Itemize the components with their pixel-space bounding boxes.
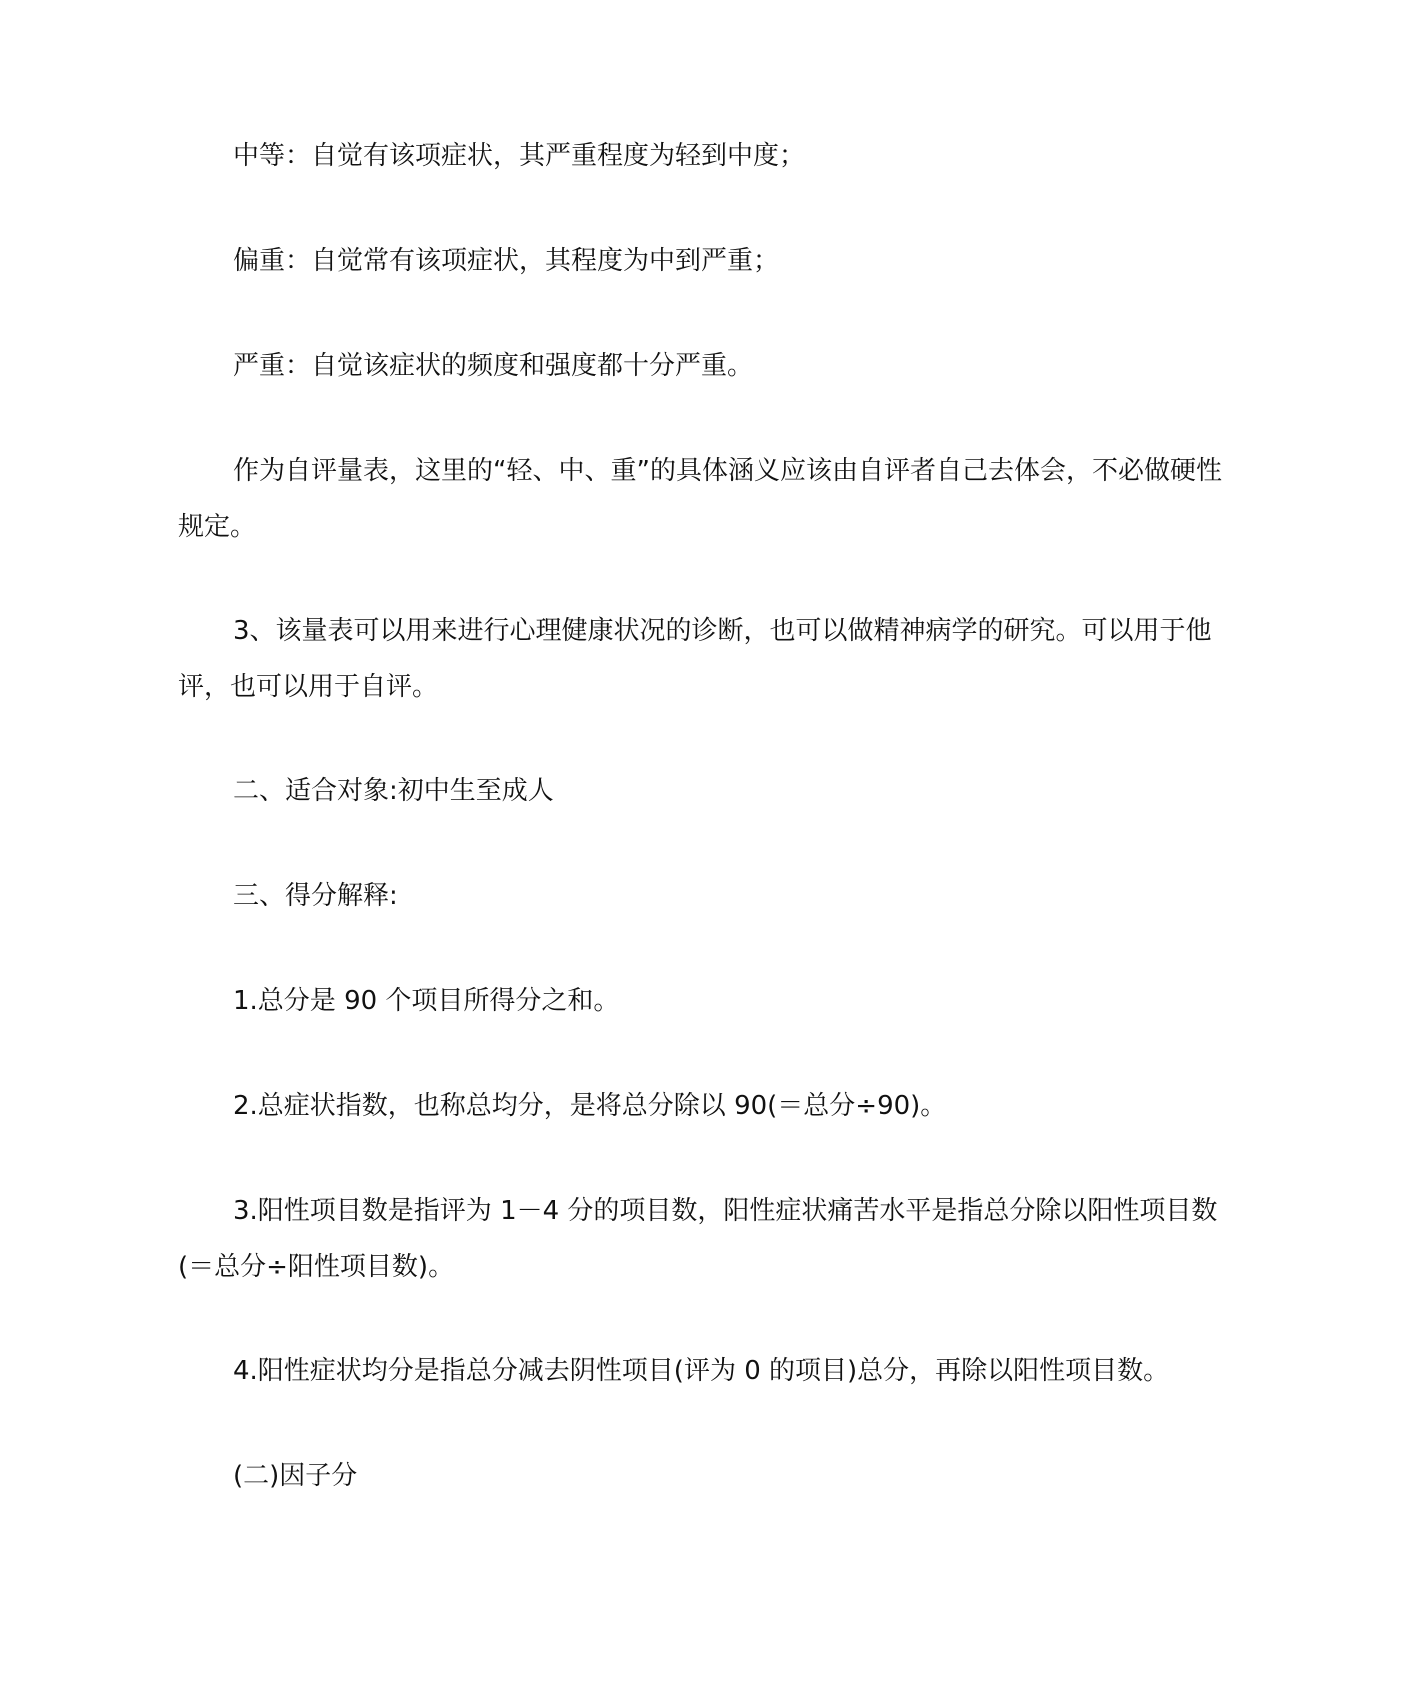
paragraph-severe: 严重：自觉该症状的频度和强度都十分严重。: [233, 351, 754, 381]
heading-factor-score: (二)因子分: [233, 1461, 358, 1491]
paragraph-self-rating-note: 作为自评量表，这里的“轻、中、重”的具体涵义应该由自评者自己去体会，不必做硬性规定。: [178, 456, 1222, 542]
paragraph-scale-usage: 3、该量表可以用来进行心理健康状况的诊断，也可以做精神病学的研究。可以用于他评，也可以用于自评。: [178, 616, 1212, 702]
paragraph-fairly-severe: 偏重：自觉常有该项症状，其程度为中到严重；: [233, 246, 780, 276]
paragraph-positive-items: 3.阳性项目数是指评为 1－4 分的项目数，阳性症状痛苦水平是指总分除以阳性项目数(＝总分÷阳性项目数)。: [178, 1196, 1218, 1282]
paragraph-symptom-index: 2.总症状指数，也称总均分，是将总分除以 90(＝总分÷90)。: [233, 1091, 947, 1121]
paragraph-total-score: 1.总分是 90 个项目所得分之和。: [233, 986, 620, 1016]
paragraph-positive-average: 4.阳性症状均分是指总分减去阴性项目(评为 0 的项目)总分，再除以阳性项目数。: [233, 1356, 1170, 1386]
paragraph-moderate: 中等：自觉有该项症状，其严重程度为轻到中度；: [233, 141, 806, 171]
heading-score-interpretation: 三、得分解释:: [233, 881, 398, 911]
heading-target-population: 二、适合对象:初中生至成人: [233, 776, 554, 806]
